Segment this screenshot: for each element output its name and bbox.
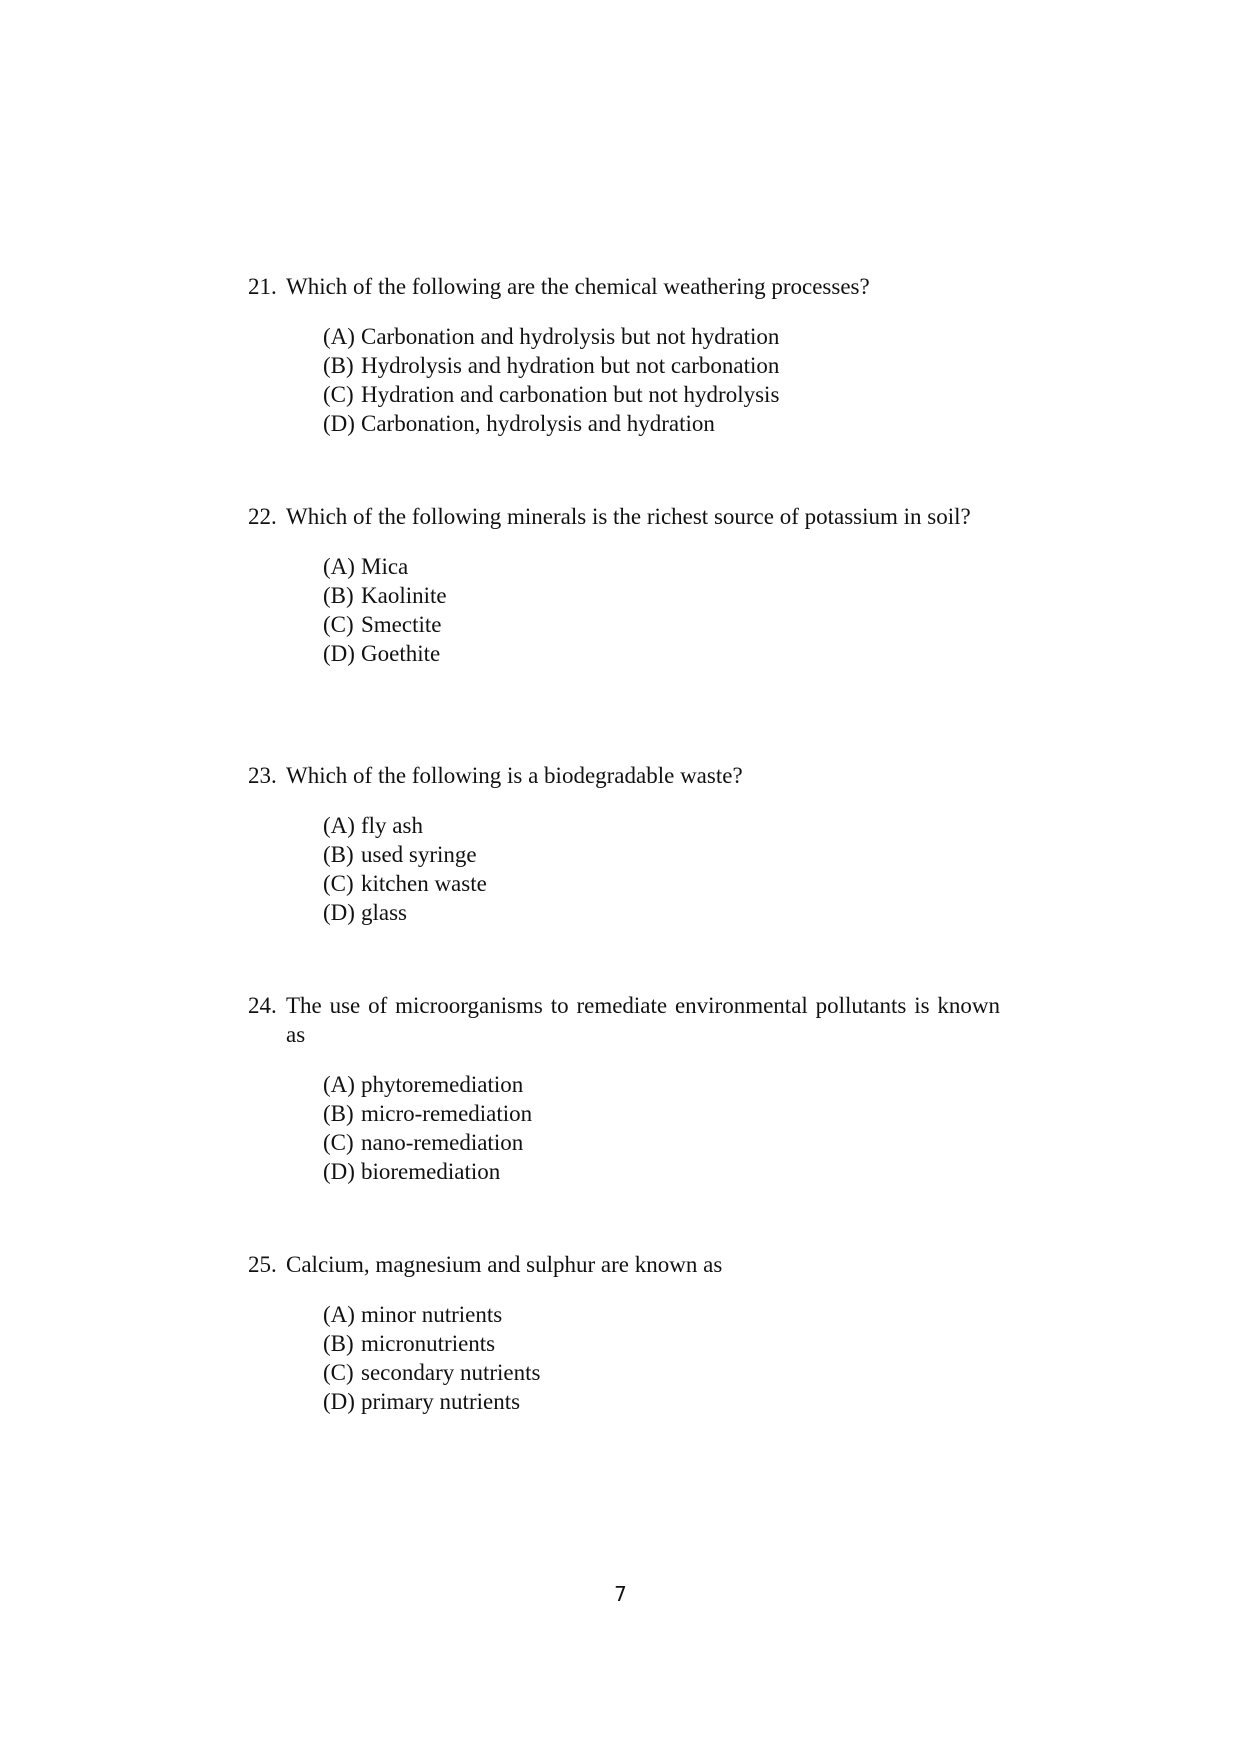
option-letter: (A) (323, 813, 355, 838)
option-letter: (D) (323, 641, 355, 666)
question-22 (248, 502, 1000, 691)
option-text: used syringe (361, 842, 477, 867)
option-letter: (B) (323, 1331, 354, 1356)
option-d (323, 1157, 1000, 1186)
option-letter: (B) (323, 353, 354, 378)
option-letter: (C) (323, 1360, 354, 1385)
question-number: 24. (248, 993, 277, 1018)
option-c (323, 610, 1000, 639)
question-stem (248, 761, 1000, 790)
question-number: 22. (248, 504, 277, 529)
option-d (323, 409, 1000, 438)
option-b (323, 840, 1000, 869)
option-a (323, 1300, 1000, 1329)
question-text: Which of the following is a biodegradable waste? (286, 763, 743, 788)
question-text: Which of the following are the chemical weathering processes? (286, 274, 870, 299)
option-text: micro-remediation (361, 1101, 533, 1126)
option-letter: (C) (323, 612, 354, 637)
option-text: Mica (361, 554, 409, 579)
option-text: Carbonation, hydrolysis and hydration (361, 411, 715, 436)
question-25 (248, 1250, 1000, 1439)
option-letter: (B) (323, 1101, 354, 1126)
option-letter: (C) (323, 871, 354, 896)
question-stem (248, 502, 1000, 531)
option-text: Hydration and carbonation but not hydrolysis (361, 382, 780, 407)
question-number: 25. (248, 1252, 277, 1277)
option-b (323, 351, 1000, 380)
option-letter: (C) (323, 1130, 354, 1155)
option-c (323, 869, 1000, 898)
option-text: minor nutrients (361, 1302, 503, 1327)
option-d (323, 1387, 1000, 1416)
option-letter: (D) (323, 1389, 355, 1414)
options-list (323, 811, 1000, 927)
option-letter: (A) (323, 554, 355, 579)
option-letter: (A) (323, 1302, 355, 1327)
question-text: The use of microorganisms to remediate environmental pollutants is known as (286, 993, 1000, 1047)
option-text: Smectite (361, 612, 442, 637)
option-a (323, 811, 1000, 840)
question-21 (248, 272, 1000, 461)
question-23 (248, 761, 1000, 950)
option-text: Carbonation and hydrolysis but not hydration (361, 324, 780, 349)
option-b (323, 581, 1000, 610)
question-stem (248, 1250, 1000, 1279)
option-text: phytoremediation (361, 1072, 524, 1097)
question-stem (248, 991, 1000, 1049)
question-24 (248, 991, 1000, 1209)
option-b (323, 1099, 1000, 1128)
options-list (323, 322, 1000, 438)
option-text: primary nutrients (361, 1389, 521, 1414)
option-letter: (B) (323, 842, 354, 867)
option-letter: (D) (323, 411, 355, 436)
option-text: Goethite (361, 641, 441, 666)
option-text: nano-remediation (361, 1130, 524, 1155)
page-number: 7 (614, 1582, 627, 1606)
option-letter: (B) (323, 583, 354, 608)
question-text: Which of the following minerals is the richest source of potassium in soil? (286, 504, 971, 529)
options-list (323, 1300, 1000, 1416)
option-letter: (D) (323, 1159, 355, 1184)
option-text: fly ash (361, 813, 423, 838)
question-text: Calcium, magnesium and sulphur are known as (286, 1252, 723, 1277)
option-text: bioremediation (361, 1159, 501, 1184)
option-letter: (D) (323, 900, 355, 925)
option-a (323, 1070, 1000, 1099)
option-a (323, 322, 1000, 351)
options-list (323, 1070, 1000, 1186)
option-a (323, 552, 1000, 581)
option-text: kitchen waste (361, 871, 487, 896)
options-list (323, 552, 1000, 668)
option-c (323, 380, 1000, 409)
option-c (323, 1358, 1000, 1387)
option-text: Hydrolysis and hydration but not carbonation (361, 353, 780, 378)
option-text: secondary nutrients (361, 1360, 541, 1385)
option-letter: (C) (323, 382, 354, 407)
option-text: micronutrients (361, 1331, 496, 1356)
question-stem (248, 272, 1000, 301)
option-letter: (A) (323, 324, 355, 349)
option-b (323, 1329, 1000, 1358)
option-letter: (A) (323, 1072, 355, 1097)
question-number: 21. (248, 274, 277, 299)
option-d (323, 639, 1000, 668)
option-c (323, 1128, 1000, 1157)
option-d (323, 898, 1000, 927)
question-number: 23. (248, 763, 277, 788)
option-text: Kaolinite (361, 583, 447, 608)
option-text: glass (361, 900, 407, 925)
